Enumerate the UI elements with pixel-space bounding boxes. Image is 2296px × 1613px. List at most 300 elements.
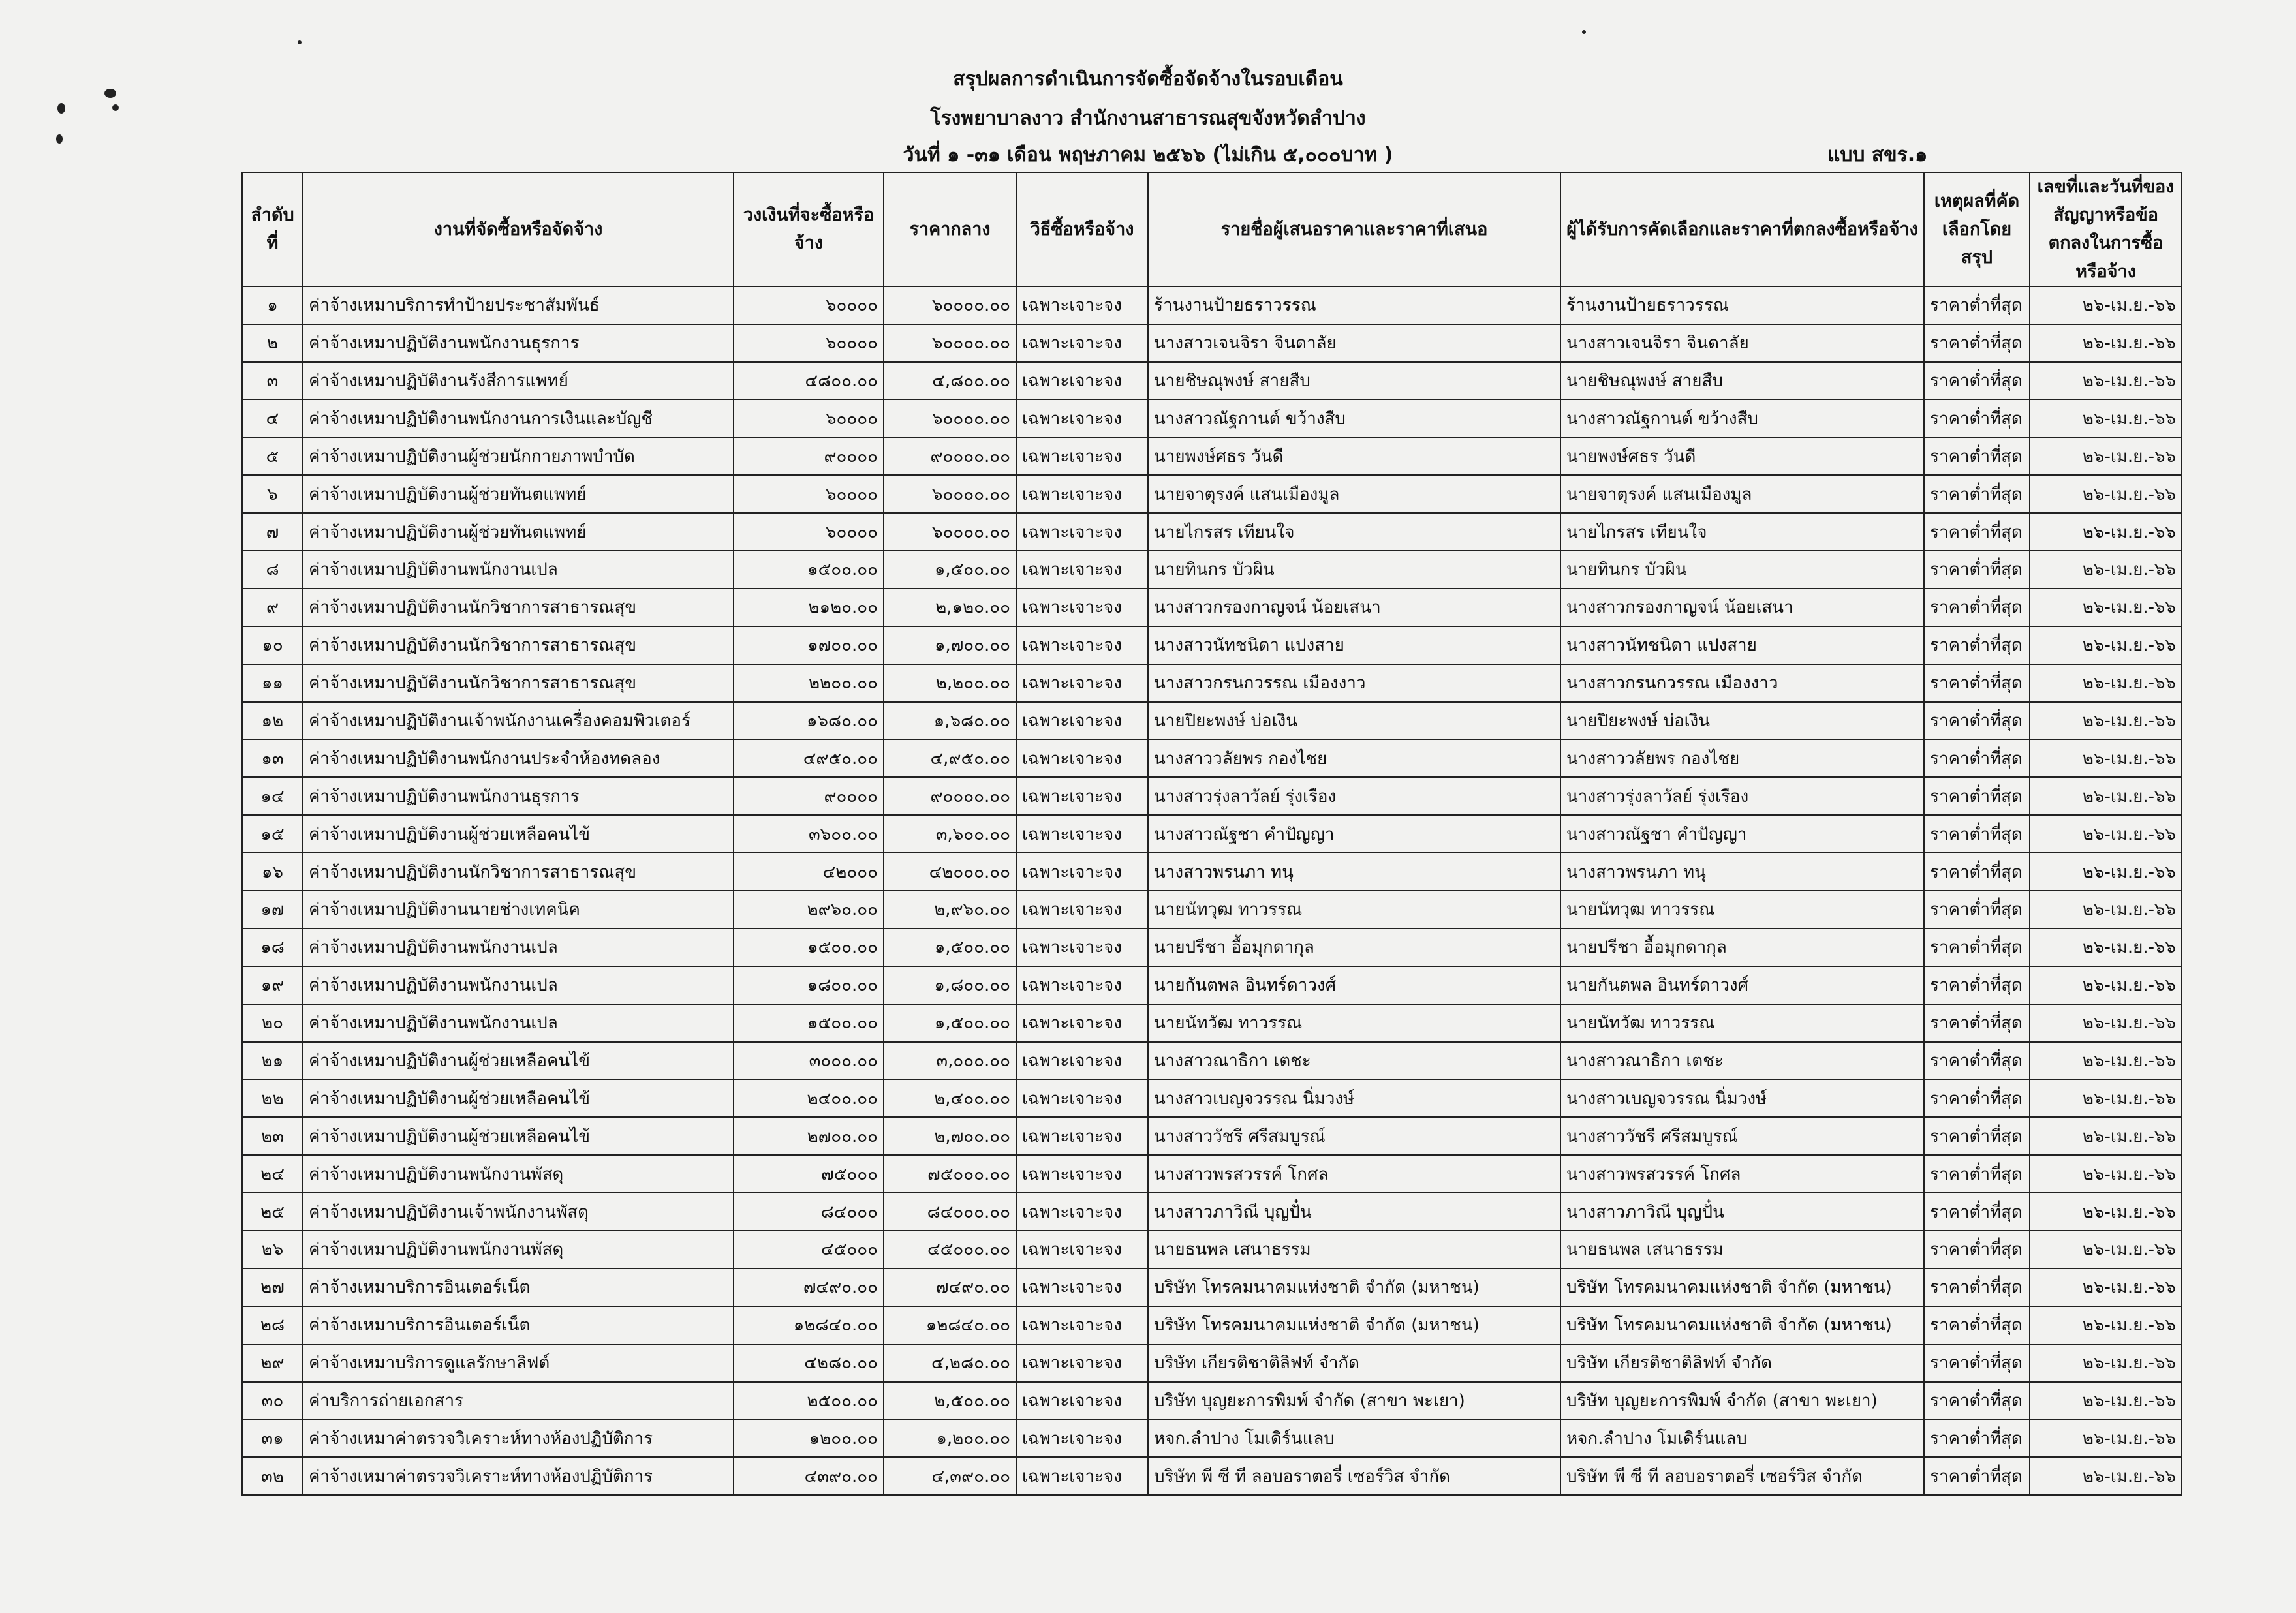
cell-winner: นางสาวนัทชนิดา แปงสาย	[1560, 626, 1924, 664]
cell-bidder: นายชิษณุพงษ์ สายสืบ	[1148, 362, 1560, 400]
cell-method: เฉพาะเจาะจง	[1016, 362, 1148, 400]
cell-budget: ๑๗๐๐.๐๐	[734, 626, 884, 664]
cell-method: เฉพาะเจาะจง	[1016, 1306, 1148, 1344]
cell-no: ๒๔	[242, 1155, 303, 1193]
cell-item: ค่าจ้างเหมาปฏิบัติงานพนักงานพัสดุ	[303, 1231, 734, 1268]
cell-method: เฉพาะเจาะจง	[1016, 1382, 1148, 1420]
cell-median-price: ๑,๕๐๐.๐๐	[884, 929, 1016, 966]
cell-item: ค่าจ้างเหมาบริการทำป้ายประชาสัมพันธ์	[303, 286, 734, 324]
cell-reason: ราคาต่ำที่สุด	[1924, 286, 2030, 324]
cell-contract: ๒๖-เม.ย.-๖๖	[2030, 1382, 2182, 1420]
cell-winner: บริษัท โทรคมนาคมแห่งชาติ จำกัด (มหาชน)	[1560, 1306, 1924, 1344]
cell-no: ๕	[242, 437, 303, 475]
cell-median-price: ๔,๙๕๐.๐๐	[884, 739, 1016, 777]
cell-reason: ราคาต่ำที่สุด	[1924, 664, 2030, 702]
cell-bidder: นางสาวพรนภา ทนุ	[1148, 853, 1560, 891]
cell-bidder: นางสาวรุ่งลาวัลย์ รุ่งเรือง	[1148, 777, 1560, 815]
cell-method: เฉพาะเจาะจง	[1016, 475, 1148, 513]
cell-budget: ๑๕๐๐.๐๐	[734, 929, 884, 966]
cell-reason: ราคาต่ำที่สุด	[1924, 1155, 2030, 1193]
cell-no: ๓	[242, 362, 303, 400]
cell-reason: ราคาต่ำที่สุด	[1924, 815, 2030, 853]
cell-winner: นางสาวพรสวรรค์ โกศล	[1560, 1155, 1924, 1193]
cell-contract: ๒๖-เม.ย.-๖๖	[2030, 815, 2182, 853]
cell-median-price: ๑,๖๘๐.๐๐	[884, 702, 1016, 740]
table-row	[242, 891, 2182, 929]
cell-no: ๔	[242, 399, 303, 437]
cell-no: ๘	[242, 551, 303, 589]
cell-contract: ๒๖-เม.ย.-๖๖	[2030, 1117, 2182, 1155]
cell-contract: ๒๖-เม.ย.-๖๖	[2030, 1193, 2182, 1231]
cell-item: ค่าจ้างเหมาปฏิบัติงานพนักงานพัสดุ	[303, 1155, 734, 1193]
cell-method: เฉพาะเจาะจง	[1016, 324, 1148, 362]
cell-reason: ราคาต่ำที่สุด	[1924, 551, 2030, 589]
cell-reason: ราคาต่ำที่สุด	[1924, 1193, 2030, 1231]
cell-contract: ๒๖-เม.ย.-๖๖	[2030, 739, 2182, 777]
cell-method: เฉพาะเจาะจง	[1016, 664, 1148, 702]
cell-reason: ราคาต่ำที่สุด	[1924, 1231, 2030, 1268]
cell-contract: ๒๖-เม.ย.-๖๖	[2030, 1306, 2182, 1344]
cell-budget: ๑๒๐๐.๐๐	[734, 1419, 884, 1457]
table-row	[242, 1193, 2182, 1231]
cell-item: ค่าจ้างเหมาปฏิบัติงานรังสีการแพทย์	[303, 362, 734, 400]
cell-method: เฉพาะเจาะจง	[1016, 1193, 1148, 1231]
cell-budget: ๒๑๒๐.๐๐	[734, 589, 884, 626]
cell-contract: ๒๖-เม.ย.-๖๖	[2030, 1457, 2182, 1495]
cell-method: เฉพาะเจาะจง	[1016, 1004, 1148, 1042]
cell-no: ๒๗	[242, 1268, 303, 1306]
col-header-reason: เหตุผลที่คัดเลือกโดยสรุป	[1924, 172, 2030, 286]
cell-bidder: นายนัทวุฒ ทาวรรณ	[1148, 891, 1560, 929]
cell-item: ค่าจ้างเหมาปฏิบัติงานนักวิชาการสาธารณสุข	[303, 853, 734, 891]
cell-median-price: ๒,๕๐๐.๐๐	[884, 1382, 1016, 1420]
cell-method: เฉพาะเจาะจง	[1016, 777, 1148, 815]
cell-median-price: ๔,๘๐๐.๐๐	[884, 362, 1016, 400]
cell-no: ๑๓	[242, 739, 303, 777]
cell-bidder: นางสาวเบญจวรรณ นิ่มวงษ์	[1148, 1079, 1560, 1117]
col-header-bidders: รายชื่อผู้เสนอราคาและราคาที่เสนอ	[1148, 172, 1560, 286]
cell-bidder: นายปรีชา อื้อมุกดากุล	[1148, 929, 1560, 966]
cell-item: ค่าจ้างเหมาปฏิบัติงานผู้ช่วยเหลือคนไข้	[303, 1042, 734, 1080]
cell-budget: ๑๕๐๐.๐๐	[734, 1004, 884, 1042]
cell-winner: นางสาววลัยพร กองไชย	[1560, 739, 1924, 777]
cell-bidder: นางสาวกรองกาญจน์ น้อยเสนา	[1148, 589, 1560, 626]
cell-no: ๒๒	[242, 1079, 303, 1117]
cell-budget: ๑๖๘๐.๐๐	[734, 702, 884, 740]
cell-reason: ราคาต่ำที่สุด	[1924, 702, 2030, 740]
cell-item: ค่าจ้างเหมาปฏิบัติงานผู้ช่วยนักกายภาพบำบัด	[303, 437, 734, 475]
table-row	[242, 475, 2182, 513]
cell-bidder: นายนัทวัฒ ทาวรรณ	[1148, 1004, 1560, 1042]
cell-median-price: ๒,๗๐๐.๐๐	[884, 1117, 1016, 1155]
cell-method: เฉพาะเจาะจง	[1016, 286, 1148, 324]
cell-no: ๗	[242, 513, 303, 551]
cell-winner: หจก.ลำปาง โมเดิร์นแลบ	[1560, 1419, 1924, 1457]
cell-reason: ราคาต่ำที่สุด	[1924, 362, 2030, 400]
table-row	[242, 1231, 2182, 1268]
cell-budget: ๗๕๐๐๐	[734, 1155, 884, 1193]
cell-budget: ๔๘๐๐.๐๐	[734, 362, 884, 400]
table-row	[242, 966, 2182, 1004]
col-header-no: ลำดับที่	[242, 172, 303, 286]
cell-contract: ๒๖-เม.ย.-๖๖	[2030, 324, 2182, 362]
cell-item: ค่าจ้างเหมาปฏิบัติงานพนักงานการเงินและบัญชี	[303, 399, 734, 437]
cell-no: ๒๖	[242, 1231, 303, 1268]
cell-no: ๑๐	[242, 626, 303, 664]
cell-reason: ราคาต่ำที่สุด	[1924, 739, 2030, 777]
col-header-median-price: ราคากลาง	[884, 172, 1016, 286]
cell-item: ค่าจ้างเหมาปฏิบัติงานเจ้าพนักงานพัสดุ	[303, 1193, 734, 1231]
table-row	[242, 626, 2182, 664]
cell-reason: ราคาต่ำที่สุด	[1924, 853, 2030, 891]
cell-reason: ราคาต่ำที่สุด	[1924, 1268, 2030, 1306]
scan-speck	[1582, 30, 1586, 34]
cell-no: ๑๘	[242, 929, 303, 966]
cell-item: ค่าจ้างเหมาปฏิบัติงานเจ้าพนักงานเครื่องคอมพิวเตอร์	[303, 702, 734, 740]
cell-contract: ๒๖-เม.ย.-๖๖	[2030, 1419, 2182, 1457]
cell-reason: ราคาต่ำที่สุด	[1924, 1079, 2030, 1117]
cell-no: ๑๑	[242, 664, 303, 702]
cell-no: ๓๐	[242, 1382, 303, 1420]
cell-item: ค่าจ้างเหมาปฏิบัติงานนักวิชาการสาธารณสุข	[303, 626, 734, 664]
cell-contract: ๒๖-เม.ย.-๖๖	[2030, 664, 2182, 702]
cell-contract: ๒๖-เม.ย.-๖๖	[2030, 1344, 2182, 1382]
cell-median-price: ๒,๔๐๐.๐๐	[884, 1079, 1016, 1117]
cell-winner: นายไกรสร เทียนใจ	[1560, 513, 1924, 551]
cell-method: เฉพาะเจาะจง	[1016, 891, 1148, 929]
table-row	[242, 664, 2182, 702]
cell-median-price: ๖๐๐๐๐.๐๐	[884, 475, 1016, 513]
cell-reason: ราคาต่ำที่สุด	[1924, 966, 2030, 1004]
table-row	[242, 437, 2182, 475]
cell-bidder: บริษัท โทรคมนาคมแห่งชาติ จำกัด (มหาชน)	[1148, 1306, 1560, 1344]
cell-contract: ๒๖-เม.ย.-๖๖	[2030, 626, 2182, 664]
cell-contract: ๒๖-เม.ย.-๖๖	[2030, 929, 2182, 966]
table-row	[242, 286, 2182, 324]
table-row	[242, 815, 2182, 853]
table-row	[242, 1079, 2182, 1117]
cell-bidder: นายไกรสร เทียนใจ	[1148, 513, 1560, 551]
table-row	[242, 1344, 2182, 1382]
table-row	[242, 853, 2182, 891]
cell-budget: ๖๐๐๐๐	[734, 399, 884, 437]
cell-no: ๒๑	[242, 1042, 303, 1080]
cell-budget: ๒๒๐๐.๐๐	[734, 664, 884, 702]
document-title: สรุปผลการดำเนินการจัดซื้อจัดจ้างในรอบเดือน	[953, 68, 1343, 91]
cell-median-price: ๒,๙๖๐.๐๐	[884, 891, 1016, 929]
cell-median-price: ๖๐๐๐๐.๐๐	[884, 399, 1016, 437]
cell-item: ค่าจ้างเหมาบริการดูแลรักษาลิฟต์	[303, 1344, 734, 1382]
cell-method: เฉพาะเจาะจง	[1016, 702, 1148, 740]
cell-median-price: ๑,๒๐๐.๐๐	[884, 1419, 1016, 1457]
cell-winner: บริษัท บุญยะการพิมพ์ จำกัด (สาขา พะเยา)	[1560, 1382, 1924, 1420]
cell-bidder: นางสาวณัฐกานต์ ขว้างสืบ	[1148, 399, 1560, 437]
cell-winner: นายพงษ์ศธร วันดี	[1560, 437, 1924, 475]
cell-no: ๒๘	[242, 1306, 303, 1344]
cell-bidder: บริษัท บุญยะการพิมพ์ จำกัด (สาขา พะเยา)	[1148, 1382, 1560, 1420]
cell-item: ค่าจ้างเหมาปฏิบัติงานผู้ช่วยทันตแพทย์	[303, 475, 734, 513]
cell-winner: นายกันตพล อินทร์ดาวงศ์	[1560, 966, 1924, 1004]
cell-median-price: ๒,๑๒๐.๐๐	[884, 589, 1016, 626]
cell-item: ค่าจ้างเหมาปฏิบัติงานผู้ช่วยเหลือคนไข้	[303, 1079, 734, 1117]
cell-contract: ๒๖-เม.ย.-๖๖	[2030, 891, 2182, 929]
cell-winner: นางสาวณัฐกานต์ ขว้างสืบ	[1560, 399, 1924, 437]
cell-budget: ๔๒๘๐.๐๐	[734, 1344, 884, 1382]
cell-item: ค่าบริการถ่ายเอกสาร	[303, 1382, 734, 1420]
cell-reason: ราคาต่ำที่สุด	[1924, 1419, 2030, 1457]
cell-method: เฉพาะเจาะจง	[1016, 1155, 1148, 1193]
table-row	[242, 589, 2182, 626]
cell-contract: ๒๖-เม.ย.-๖๖	[2030, 853, 2182, 891]
cell-budget: ๖๐๐๐๐	[734, 475, 884, 513]
cell-method: เฉพาะเจาะจง	[1016, 853, 1148, 891]
cell-reason: ราคาต่ำที่สุด	[1924, 891, 2030, 929]
cell-reason: ราคาต่ำที่สุด	[1924, 1042, 2030, 1080]
cell-median-price: ๗๕๐๐๐.๐๐	[884, 1155, 1016, 1193]
cell-item: ค่าจ้างเหมาปฏิบัติงานนักวิชาการสาธารณสุข	[303, 589, 734, 626]
cell-item: ค่าจ้างเหมาบริการอินเตอร์เน็ต	[303, 1306, 734, 1344]
cell-item: ค่าจ้างเหมาปฏิบัติงานพนักงานธุรการ	[303, 777, 734, 815]
cell-contract: ๒๖-เม.ย.-๖๖	[2030, 966, 2182, 1004]
procurement-table	[241, 172, 2182, 1496]
cell-winner: นางสาวณาธิกา เตชะ	[1560, 1042, 1924, 1080]
col-header-method: วิธีซื้อหรือจ้าง	[1016, 172, 1148, 286]
cell-winner: นางสาววัชรี ศรีสมบูรณ์	[1560, 1117, 1924, 1155]
table-row	[242, 1306, 2182, 1344]
table-body	[242, 286, 2182, 1496]
cell-reason: ราคาต่ำที่สุด	[1924, 1306, 2030, 1344]
cell-no: ๙	[242, 589, 303, 626]
cell-method: เฉพาะเจาะจง	[1016, 1344, 1148, 1382]
cell-method: เฉพาะเจาะจง	[1016, 626, 1148, 664]
cell-reason: ราคาต่ำที่สุด	[1924, 1382, 2030, 1420]
cell-reason: ราคาต่ำที่สุด	[1924, 475, 2030, 513]
cell-median-price: ๙๐๐๐๐.๐๐	[884, 777, 1016, 815]
table-row	[242, 1457, 2182, 1495]
cell-no: ๓๑	[242, 1419, 303, 1457]
cell-method: เฉพาะเจาะจง	[1016, 929, 1148, 966]
cell-winner: นางสาวกรนกวรรณ เมืองงาว	[1560, 664, 1924, 702]
cell-method: เฉพาะเจาะจง	[1016, 551, 1148, 589]
cell-winner: นางสาวรุ่งลาวัลย์ รุ่งเรือง	[1560, 777, 1924, 815]
cell-bidder: หจก.ลำปาง โมเดิร์นแลบ	[1148, 1419, 1560, 1457]
cell-bidder: นางสาววัชรี ศรีสมบูรณ์	[1148, 1117, 1560, 1155]
table-row	[242, 513, 2182, 551]
cell-median-price: ๖๐๐๐๐.๐๐	[884, 324, 1016, 362]
cell-winner: บริษัท เกียรติชาติลิฟท์ จำกัด	[1560, 1344, 1924, 1382]
cell-budget: ๔๕๐๐๐	[734, 1231, 884, 1268]
table-row	[242, 324, 2182, 362]
cell-budget: ๖๐๐๐๐	[734, 324, 884, 362]
cell-bidder: นางสาวณาธิกา เตชะ	[1148, 1042, 1560, 1080]
cell-method: เฉพาะเจาะจง	[1016, 1042, 1148, 1080]
cell-budget: ๙๐๐๐๐	[734, 777, 884, 815]
cell-item: ค่าจ้างเหมาปฏิบัติงานพนักงานเปล	[303, 929, 734, 966]
cell-no: ๑๕	[242, 815, 303, 853]
cell-method: เฉพาะเจาะจง	[1016, 739, 1148, 777]
cell-winner: นางสาวพรนภา ทนุ	[1560, 853, 1924, 891]
cell-median-price: ๔๕๐๐๐.๐๐	[884, 1231, 1016, 1268]
cell-bidder: นายกันตพล อินทร์ดาวงศ์	[1148, 966, 1560, 1004]
cell-reason: ราคาต่ำที่สุด	[1924, 1344, 2030, 1382]
col-header-item: งานที่จัดซื้อหรือจัดจ้าง	[303, 172, 734, 286]
cell-contract: ๒๖-เม.ย.-๖๖	[2030, 286, 2182, 324]
cell-winner: นายจาตุรงค์ แสนเมืองมูล	[1560, 475, 1924, 513]
cell-bidder: นางสาวนัทชนิดา แปงสาย	[1148, 626, 1560, 664]
cell-method: เฉพาะเจาะจง	[1016, 1268, 1148, 1306]
cell-method: เฉพาะเจาะจง	[1016, 399, 1148, 437]
cell-budget: ๒๗๐๐.๐๐	[734, 1117, 884, 1155]
cell-reason: ราคาต่ำที่สุด	[1924, 399, 2030, 437]
cell-contract: ๒๖-เม.ย.-๖๖	[2030, 475, 2182, 513]
cell-bidder: บริษัท พี ซี ที ลอบอราตอรี่ เซอร์วิส จำกัด	[1148, 1457, 1560, 1495]
cell-method: เฉพาะเจาะจง	[1016, 1419, 1148, 1457]
cell-budget: ๖๐๐๐๐	[734, 286, 884, 324]
cell-budget: ๓๐๐๐.๐๐	[734, 1042, 884, 1080]
cell-no: ๖	[242, 475, 303, 513]
cell-bidder: นายทินกร บัวผิน	[1148, 551, 1560, 589]
table-row	[242, 1419, 2182, 1457]
cell-budget: ๔๒๐๐๐	[734, 853, 884, 891]
cell-winner: นางสาวณัฐชา คำปัญญา	[1560, 815, 1924, 853]
cell-no: ๑	[242, 286, 303, 324]
cell-method: เฉพาะเจาะจง	[1016, 589, 1148, 626]
cell-contract: ๒๖-เม.ย.-๖๖	[2030, 1042, 2182, 1080]
cell-bidder: นางสาวภาวิณี บุญปั๋น	[1148, 1193, 1560, 1231]
table-row	[242, 739, 2182, 777]
cell-contract: ๒๖-เม.ย.-๖๖	[2030, 777, 2182, 815]
cell-winner: นางสาวเบญจวรรณ นิ่มวงษ์	[1560, 1079, 1924, 1117]
cell-contract: ๒๖-เม.ย.-๖๖	[2030, 437, 2182, 475]
cell-budget: ๒๔๐๐.๐๐	[734, 1079, 884, 1117]
table-row	[242, 929, 2182, 966]
table-row	[242, 399, 2182, 437]
cell-no: ๑๒	[242, 702, 303, 740]
cell-method: เฉพาะเจาะจง	[1016, 966, 1148, 1004]
cell-budget: ๘๔๐๐๐	[734, 1193, 884, 1231]
form-code: แบบ สขร.๑	[1827, 144, 1928, 166]
cell-item: ค่าจ้างเหมาบริการอินเตอร์เน็ต	[303, 1268, 734, 1306]
cell-method: เฉพาะเจาะจง	[1016, 1117, 1148, 1155]
cell-item: ค่าจ้างเหมาปฏิบัติงานพนักงานธุรการ	[303, 324, 734, 362]
cell-reason: ราคาต่ำที่สุด	[1924, 437, 2030, 475]
cell-no: ๒๓	[242, 1117, 303, 1155]
cell-budget: ๑๘๐๐.๐๐	[734, 966, 884, 1004]
cell-median-price: ๗๔๙๐.๐๐	[884, 1268, 1016, 1306]
cell-budget: ๖๐๐๐๐	[734, 513, 884, 551]
cell-budget: ๗๔๙๐.๐๐	[734, 1268, 884, 1306]
cell-reason: ราคาต่ำที่สุด	[1924, 929, 2030, 966]
cell-item: ค่าจ้างเหมาค่าตรวจวิเคราะห์ทางห้องปฏิบัติการ	[303, 1457, 734, 1495]
cell-winner: นายนัทวัฒ ทาวรรณ	[1560, 1004, 1924, 1042]
table-header	[242, 172, 2182, 286]
cell-winner: นายปรีชา อื้อมุกดากุล	[1560, 929, 1924, 966]
cell-item: ค่าจ้างเหมาปฏิบัติงานนักวิชาการสาธารณสุข	[303, 664, 734, 702]
cell-median-price: ๖๐๐๐๐.๐๐	[884, 513, 1016, 551]
table-row	[242, 1155, 2182, 1193]
cell-budget: ๑๕๐๐.๐๐	[734, 551, 884, 589]
cell-no: ๑๖	[242, 853, 303, 891]
cell-winner: นายธนพล เสนาธรรม	[1560, 1231, 1924, 1268]
cell-method: เฉพาะเจาะจง	[1016, 1457, 1148, 1495]
cell-median-price: ๓,๖๐๐.๐๐	[884, 815, 1016, 853]
cell-winner: บริษัท โทรคมนาคมแห่งชาติ จำกัด (มหาชน)	[1560, 1268, 1924, 1306]
cell-item: ค่าจ้างเหมาปฏิบัติงานพนักงานเปล	[303, 1004, 734, 1042]
cell-reason: ราคาต่ำที่สุด	[1924, 1117, 2030, 1155]
cell-winner: นายทินกร บัวผิน	[1560, 551, 1924, 589]
cell-bidder: นางสาวพรสวรรค์ โกศล	[1148, 1155, 1560, 1193]
cell-no: ๑๗	[242, 891, 303, 929]
cell-budget: ๑๒๘๔๐.๐๐	[734, 1306, 884, 1344]
cell-winner: นายชิษณุพงษ์ สายสืบ	[1560, 362, 1924, 400]
cell-no: ๒๐	[242, 1004, 303, 1042]
table-row	[242, 777, 2182, 815]
cell-item: ค่าจ้างเหมาปฏิบัติงานผู้ช่วยเหลือคนไข้	[303, 815, 734, 853]
cell-median-price: ๔,๒๘๐.๐๐	[884, 1344, 1016, 1382]
cell-budget: ๒๙๖๐.๐๐	[734, 891, 884, 929]
cell-median-price: ๑,๘๐๐.๐๐	[884, 966, 1016, 1004]
cell-item: ค่าจ้างเหมาปฏิบัติงานผู้ช่วยเหลือคนไข้	[303, 1117, 734, 1155]
cell-median-price: ๑,๕๐๐.๐๐	[884, 1004, 1016, 1042]
cell-bidder: นางสาวเจนจิรา จินดาลัย	[1148, 324, 1560, 362]
cell-contract: ๒๖-เม.ย.-๖๖	[2030, 1004, 2182, 1042]
cell-budget: ๒๕๐๐.๐๐	[734, 1382, 884, 1420]
scan-speck	[298, 40, 302, 44]
cell-bidder: นายจาตุรงค์ แสนเมืองมูล	[1148, 475, 1560, 513]
organization-name: โรงพยาบาลงาว สำนักงานสาธารณสุขจังหวัดลำปาง	[930, 107, 1366, 130]
cell-contract: ๒๖-เม.ย.-๖๖	[2030, 1079, 2182, 1117]
cell-contract: ๒๖-เม.ย.-๖๖	[2030, 362, 2182, 400]
cell-bidder: นางสาววลัยพร กองไชย	[1148, 739, 1560, 777]
cell-item: ค่าจ้างเหมาปฏิบัติงานนายช่างเทคนิค	[303, 891, 734, 929]
table-row	[242, 1004, 2182, 1042]
cell-winner: นางสาวเจนจิรา จินดาลัย	[1560, 324, 1924, 362]
cell-median-price: ๑,๗๐๐.๐๐	[884, 626, 1016, 664]
cell-median-price: ๙๐๐๐๐.๐๐	[884, 437, 1016, 475]
cell-bidder: บริษัท โทรคมนาคมแห่งชาติ จำกัด (มหาชน)	[1148, 1268, 1560, 1306]
cell-bidder: บริษัท เกียรติชาติลิฟท์ จำกัด	[1148, 1344, 1560, 1382]
cell-item: ค่าจ้างเหมาปฏิบัติงานผู้ช่วยทันตแพทย์	[303, 513, 734, 551]
cell-median-price: ๒,๒๐๐.๐๐	[884, 664, 1016, 702]
cell-median-price: ๖๐๐๐๐.๐๐	[884, 286, 1016, 324]
cell-winner: ร้านงานป้ายธราวรรณ	[1560, 286, 1924, 324]
cell-median-price: ๔๒๐๐๐.๐๐	[884, 853, 1016, 891]
table-row	[242, 702, 2182, 740]
cell-budget: ๔๙๕๐.๐๐	[734, 739, 884, 777]
cell-item: ค่าจ้างเหมาปฏิบัติงานพนักงานประจำห้องทดลอง	[303, 739, 734, 777]
cell-budget: ๔๓๙๐.๐๐	[734, 1457, 884, 1495]
col-header-winner: ผู้ได้รับการคัดเลือกและราคาที่ตกลงซื้อหรือจ้าง	[1560, 172, 1924, 286]
cell-item: ค่าจ้างเหมาปฏิบัติงานพนักงานเปล	[303, 966, 734, 1004]
cell-no: ๑๔	[242, 777, 303, 815]
cell-reason: ราคาต่ำที่สุด	[1924, 589, 2030, 626]
table-row	[242, 551, 2182, 589]
cell-contract: ๒๖-เม.ย.-๖๖	[2030, 702, 2182, 740]
cell-reason: ราคาต่ำที่สุด	[1924, 1004, 2030, 1042]
cell-median-price: ๘๔๐๐๐.๐๐	[884, 1193, 1016, 1231]
cell-winner: บริษัท พี ซี ที ลอบอราตอรี่ เซอร์วิส จำกัด	[1560, 1457, 1924, 1495]
cell-contract: ๒๖-เม.ย.-๖๖	[2030, 1231, 2182, 1268]
cell-contract: ๒๖-เม.ย.-๖๖	[2030, 1155, 2182, 1193]
cell-contract: ๒๖-เม.ย.-๖๖	[2030, 513, 2182, 551]
report-period: วันที่ ๑ -๓๑ เดือน พฤษภาคม ๒๕๖๖ (ไม่เกิน ๕,๐๐๐บาท )	[903, 144, 1393, 166]
col-header-contract: เลขที่และวันที่ของสัญญาหรือข้อตกลงในการซื้อหรือจ้าง	[2030, 172, 2182, 286]
cell-winner: นายปิยะพงษ์ บ่อเงิน	[1560, 702, 1924, 740]
cell-contract: ๒๖-เม.ย.-๖๖	[2030, 399, 2182, 437]
cell-reason: ราคาต่ำที่สุด	[1924, 777, 2030, 815]
cell-no: ๑๙	[242, 966, 303, 1004]
table-row	[242, 1042, 2182, 1080]
